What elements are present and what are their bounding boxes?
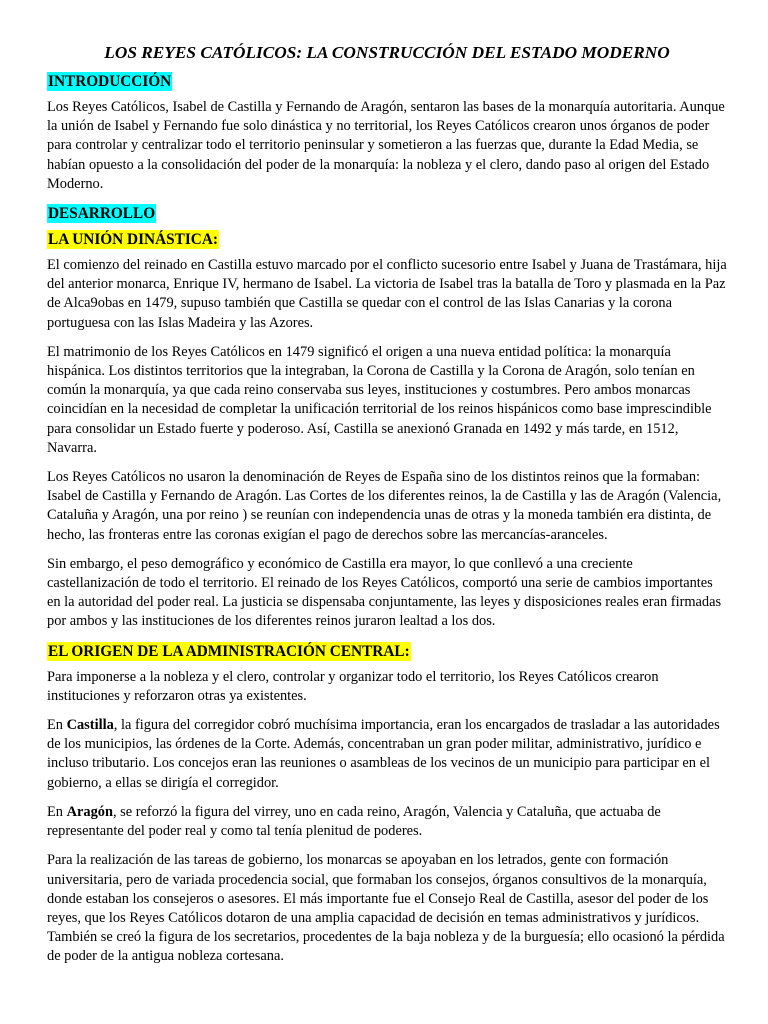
paragraph-union-1: El comienzo del reinado en Castilla estuvo marcado por el conflicto sucesorio entre Isabel y Juana de Trastámara, hija del anterior monarca, Enrique IV, hermano de Isabel. La victoria de Isabel tras la batalla de Toro y plasmada en la Paz de Alca9obas en 1479, supuso también que Castilla se quedar con el control de las Islas Canarias y la corona portuguesa con las Islas Madeira y las Azores.	[47, 257, 727, 331]
paragraph-admin-castilla-prefix: En	[47, 717, 67, 734]
heading-desarrollo	[47, 204, 727, 224]
heading-administracion-central	[47, 642, 727, 662]
term-castilla: Castilla	[66, 717, 114, 734]
paragraph-admin-4: Para la realización de las tareas de gobierno, los monarcas se apoyaban en los letrados, gente con formación universitaria, pero de variada procedencia social, que formaban los consejos, órganos consultivos de la monarquía, donde estaban los consejeros o asesores. El más importante fue el Consejo Real de Castilla, asesor del poder de los reyes, que los Reyes Católicos dotaron de una amplia capacidad de decisión en temas administrativos y jurídicos. También se creó la figura de los secretarios, procedentes de la baja nobleza y de la burguesía; ello ocasionó la pérdida de poder de la antigua nobleza cortesana.	[47, 852, 725, 965]
heading-union-dinastica	[47, 230, 727, 250]
paragraph-union-4: Sin embargo, el peso demográfico y económico de Castilla era mayor, lo que conllevó a una creciente castellanización de todo el territorio. El reinado de los Reyes Católicos, comportó una serie de cambios importantes en la autoridad del poder real. La justicia se dispensaba conjuntamente, las leyes y disposiciones reales eran firmadas por ambos y las instituciones de los diferentes reinos juraron lealtad a los dos.	[47, 555, 722, 630]
heading-desarrollo-text: DESARROLLO	[48, 205, 156, 223]
paragraph-union-2: El matrimonio de los Reyes Católicos en 1479 significó el origen a una nueva entidad política: la monarquía hispánica. Los distintos territorios que la integraban, la Corona de Castilla y la Corona de Aragón, solo tenían en común la monarquía, ya que cada reino conservaba sus leyes, instituciones y costumbres. Pero ambos monarcas coincidían en la necesidad de completar la unificación territorial de los reinos hispánicos como base imprescindible para consolidar un Estado fuerte y poderoso. Así, Castilla se anexionó Granada en 1492 y más tarde, en 1512, Navarra.	[47, 343, 712, 456]
heading-introduccion	[47, 72, 727, 92]
paragraph-admin-aragon	[47, 803, 727, 841]
heading-union-dinastica-text: LA UNIÓN DINÁSTICA:	[48, 231, 218, 249]
paragraph-admin-1: Para imponerse a la nobleza y el clero, controlar y organizar todo el territorio, los Reyes Católicos crearon instituciones y reforzaron otras ya existentes.	[47, 668, 659, 704]
paragraph-admin-aragon-rest: , se reforzó la figura del virrey, uno en cada reino, Aragón, Valencia y Cataluña, que actuaba de representante del poder real y como tal tenía plenitud de poderes.	[47, 803, 661, 840]
term-aragon: Aragón	[66, 803, 113, 820]
paragraph-union-3: Los Reyes Católicos no usaron la denominación de Reyes de España sino de los distintos reinos que la formaban: Isabel de Castilla y Fernando de Aragón. Las Cortes de los diferentes reinos, la de Castilla y las de Aragón (Valencia, Cataluña y Aragón, una por reino ) se reunían con independencia unas de otras y la moneda también era distinta, de hecho, las fronteras entre las coronas exigían el pago de derechos sobre las mercancías-aranceles.	[47, 469, 722, 543]
paragraph-admin-castilla-rest: , la figura del corregidor cobró muchísima importancia, eran los encargados de trasladar a las autoridades de los municipios, las órdenes de la Corte. Además, concentraban un gran poder militar, administrativo, jurídico e incluso tributario. Los concejos eran las reuniones o asambleas de los vecinos de un municipio para participar en el gobierno, a ellas se dirigía el corregidor.	[47, 717, 720, 791]
paragraph-admin-castilla	[47, 716, 727, 793]
paragraph-introduccion: Los Reyes Católicos, Isabel de Castilla y Fernando de Aragón, sentaron las bases de la monarquía autoritaria. Aunque la unión de Isabel y Fernando fue solo dinástica y no territorial, los Reyes Católicos crearon unos órganos de poder para controlar y centralizar todo el territorio peninsular y sometieron a las fuerzas que, durante la Edad Media, se habían opuesto a la consolidación del poder de la monarquía: la nobleza y el clero, dando paso al origen del Estado Moderno.	[47, 99, 725, 192]
paragraph-admin-aragon-prefix: En	[47, 803, 67, 820]
heading-administracion-central-text: EL ORIGEN DE LA ADMINISTRACIÓN CENTRAL:	[48, 642, 410, 660]
document-title: LOS REYES CATÓLICOS: LA CONSTRUCCIÓN DEL ESTADO MODERNO	[104, 43, 670, 62]
document-page	[47, 42, 727, 977]
heading-introduccion-text: INTRODUCCIÓN	[48, 73, 172, 90]
